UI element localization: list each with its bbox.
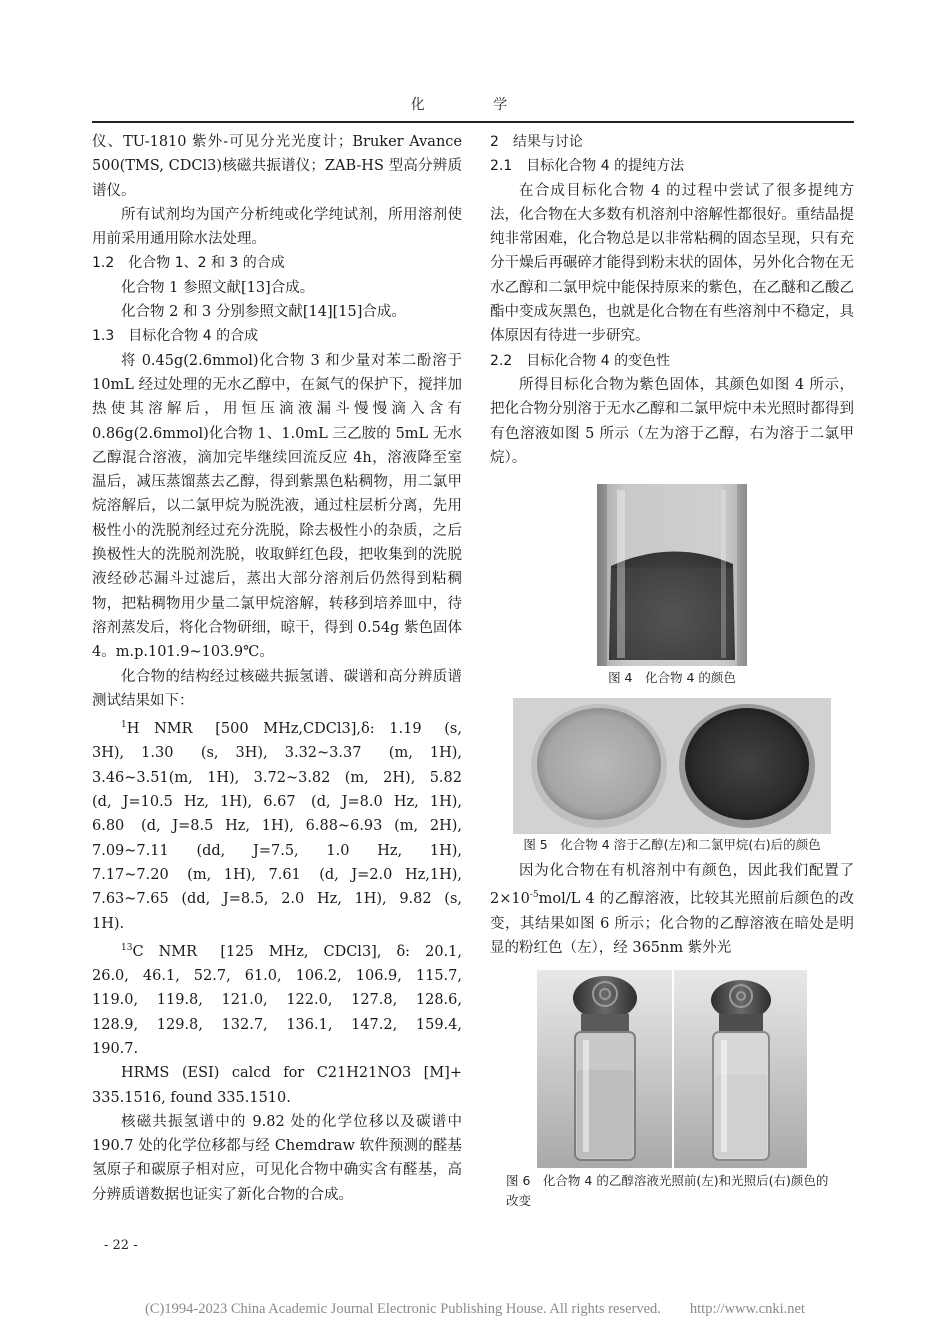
compound-2-3-paragraph: 化合物 2 和 3 分别参照文献[14][15]合成。: [121, 304, 406, 321]
header-rule: [92, 121, 854, 123]
right-column: [490, 130, 854, 1211]
journal-title: 化 学: [410, 97, 540, 113]
left-column: [92, 130, 462, 1207]
c-nmr-data: C NMR [125 MHz, CDCl3], δ: 20.1, 26.0, 46.1, 52.7, 61.0, 106.2, 106.9, 115.7, 119.0, 119.8, 121.0, 122.0, 127.8, 128.6, 128.9, 129.8, 132.7, 136.1, 147.2, 159.4, 190.7.: [92, 943, 462, 1057]
instruments-paragraph: 仪、TU-1810 紫外-可见分光光度计；Bruker Avance 500(TMS, CDCl3)核磁共振谱仪；ZAB-HS 型高分辨质谱仪。: [92, 134, 462, 199]
powder-vial-photo: [597, 484, 747, 666]
figure-5-image: [513, 698, 831, 834]
section-2-heading: 2 结果与讨论: [490, 134, 583, 150]
figure-4-caption: 图 4 化合物 4 的颜色: [608, 670, 736, 686]
c-nmr-paragraph: [92, 936, 462, 1061]
figure-6-caption: 图 6 化合物 4 的乙醇溶液光照前(左)和光照后(右)颜色的改变: [506, 1173, 829, 1209]
purification-paragraph: 在合成目标化合物 4 的过程中尝试了很多提纯方法，化合物在大多数有机溶剂中溶解性都很好。重结晶提纯非常困难，化合物总是以非常粘稠的固态呈现，只有充分干燥后再碾碎才能得到粉末状的固体，另外化合物在无水乙醇和二氯甲烷中能保持原来的紫色，在乙醚和乙酸乙酯中变成灰黑色，也就是化合物在有些溶剂中不稳定，具体原因有待进一步研究。: [490, 182, 854, 345]
figure-6-image: [537, 970, 807, 1168]
light-exponent: -5: [529, 890, 539, 901]
light-text-part-2: mol/L 4 的乙醇溶液，比较其光照前后颜色的改变，其结果如图 6 所示；化合物的乙醇溶液在暗处是明显的粉红色（左），经 365nm 紫外光: [490, 891, 854, 957]
solution-wells-photo: [513, 698, 831, 834]
section-2-2-heading: 2.2 目标化合物 4 的变色性: [490, 352, 671, 369]
c-nmr-superscript: 13: [121, 942, 133, 953]
light-paragraph: [490, 859, 854, 960]
structure-paragraph: 化合物的结构经过核磁共振氢谱、碳谱和高分辨质谱测试结果如下：: [92, 668, 462, 709]
section-2-1-heading: 2.1 目标化合物 4 的提纯方法: [490, 158, 685, 175]
synthesis-paragraph: 将 0.45g(2.6mmol)化合物 3 和少量对苯二酚溶于 10mL 经过处理的无水乙醇中，在氮气的保护下，搅拌加热使其溶解后，用恒压滴液漏斗慢慢滴入含有 0.86g(2.6mmol)化合物 1、1.0mL 三乙胺的 5mL 无水乙醇混合溶液，滴加完毕继续回流反应 4h，溶液降至室温后，减压蒸馏蒸去乙醇，得到紫黑色粘稠物，用二氯甲烷溶解后，以二氯甲烷为脱洗液，通过柱层析分离，先用极性小的洗脱剂经过充分洗脱，除去极性小的杂质，之后换极性大的洗脱剂洗脱，收取鲜红色段，把收集到的洗脱液经砂芯漏斗过滤后，蒸出大部分溶剂后仍然得到粘稠物，把粘稠物用少量二氯甲烷溶解，转移到培养皿中，待溶剂蒸发后，将化合物研细，晾干，得到 0.54g 紫色固体 4。m.p.101.9~103.9℃。: [92, 352, 462, 661]
color-paragraph: 所得目标化合物为紫色固体，其颜色如图 4 所示，把化合物分别溶于无水乙醇和二氯甲烷中未光照时都得到有色溶液如图 5 所示（左为溶于乙醇，右为溶于二氯甲烷）。: [490, 376, 854, 466]
page-number: - 22 -: [104, 1238, 138, 1253]
figure-5-caption: 图 5 化合物 4 溶于乙醇(左)和二氯甲烷(右)后的颜色: [523, 837, 821, 853]
h-nmr-data: H NMR [500 MHz,CDCl3],δ: 1.19 (s, 3H), 1.30 (s, 3H), 3.32~3.37 (m, 1H), 3.46~3.51(m, 1H), 3.72~3.82 (m, 2H), 5.82 (d, J=10.5 Hz, 1H), 6.67 (d, J=8.0 Hz, 1H), 6.80 (d, J=8.5 Hz, 1H), 6.88~6.93 (m, 2H), 7.09~7.11 (dd, J=7.5, 1.0 Hz, 1H), 7.17~7.20 (m, 1H), 7.61 (d, J=2.0 Hz,1H), 7.63~7.65 (dd, J=8.5, 2.0 Hz, 1H), 9.82 (s, 1H).: [92, 721, 462, 932]
compound-1-paragraph: 化合物 1 参照文献[13]合成。: [121, 279, 315, 296]
figure-4-image: [597, 484, 747, 666]
hrms-paragraph: HRMS (ESI) calcd for C21H21NO3 [M]+ 335.1516, found 335.1510.: [92, 1065, 462, 1106]
light-text-part-1: 因为化合物在有机溶剂中有颜色，因此我们配置了 2×10: [490, 863, 854, 908]
vials-photo: [537, 970, 807, 1168]
conclusion-paragraph: 核磁共振氢谱中的 9.82 处的化学位移以及碳谱中 190.7 处的化学位移都与经 Chemdraw 软件预测的醛基氢原子和碳原子相对应，可见化合物中确实含有醛基，高分辨质谱数据也证实了新化合物的合成。: [92, 1113, 462, 1203]
section-1-3-heading: 1.3 目标化合物 4 的合成: [92, 328, 259, 345]
h-nmr-superscript: 1: [121, 720, 127, 731]
h-nmr-paragraph: [92, 713, 462, 936]
section-1-2-heading: 1.2 化合物 1、2 和 3 的合成: [92, 255, 285, 272]
copyright-footer: (C)1994-2023 China Academic Journal Electronic Publishing House. All rights reserved. http://www.cnki.net: [145, 1301, 805, 1317]
reagents-paragraph: 所有试剂均为国产分析纯或化学纯试剂，所用溶剂使用前采用通用除水法处理。: [92, 206, 462, 248]
